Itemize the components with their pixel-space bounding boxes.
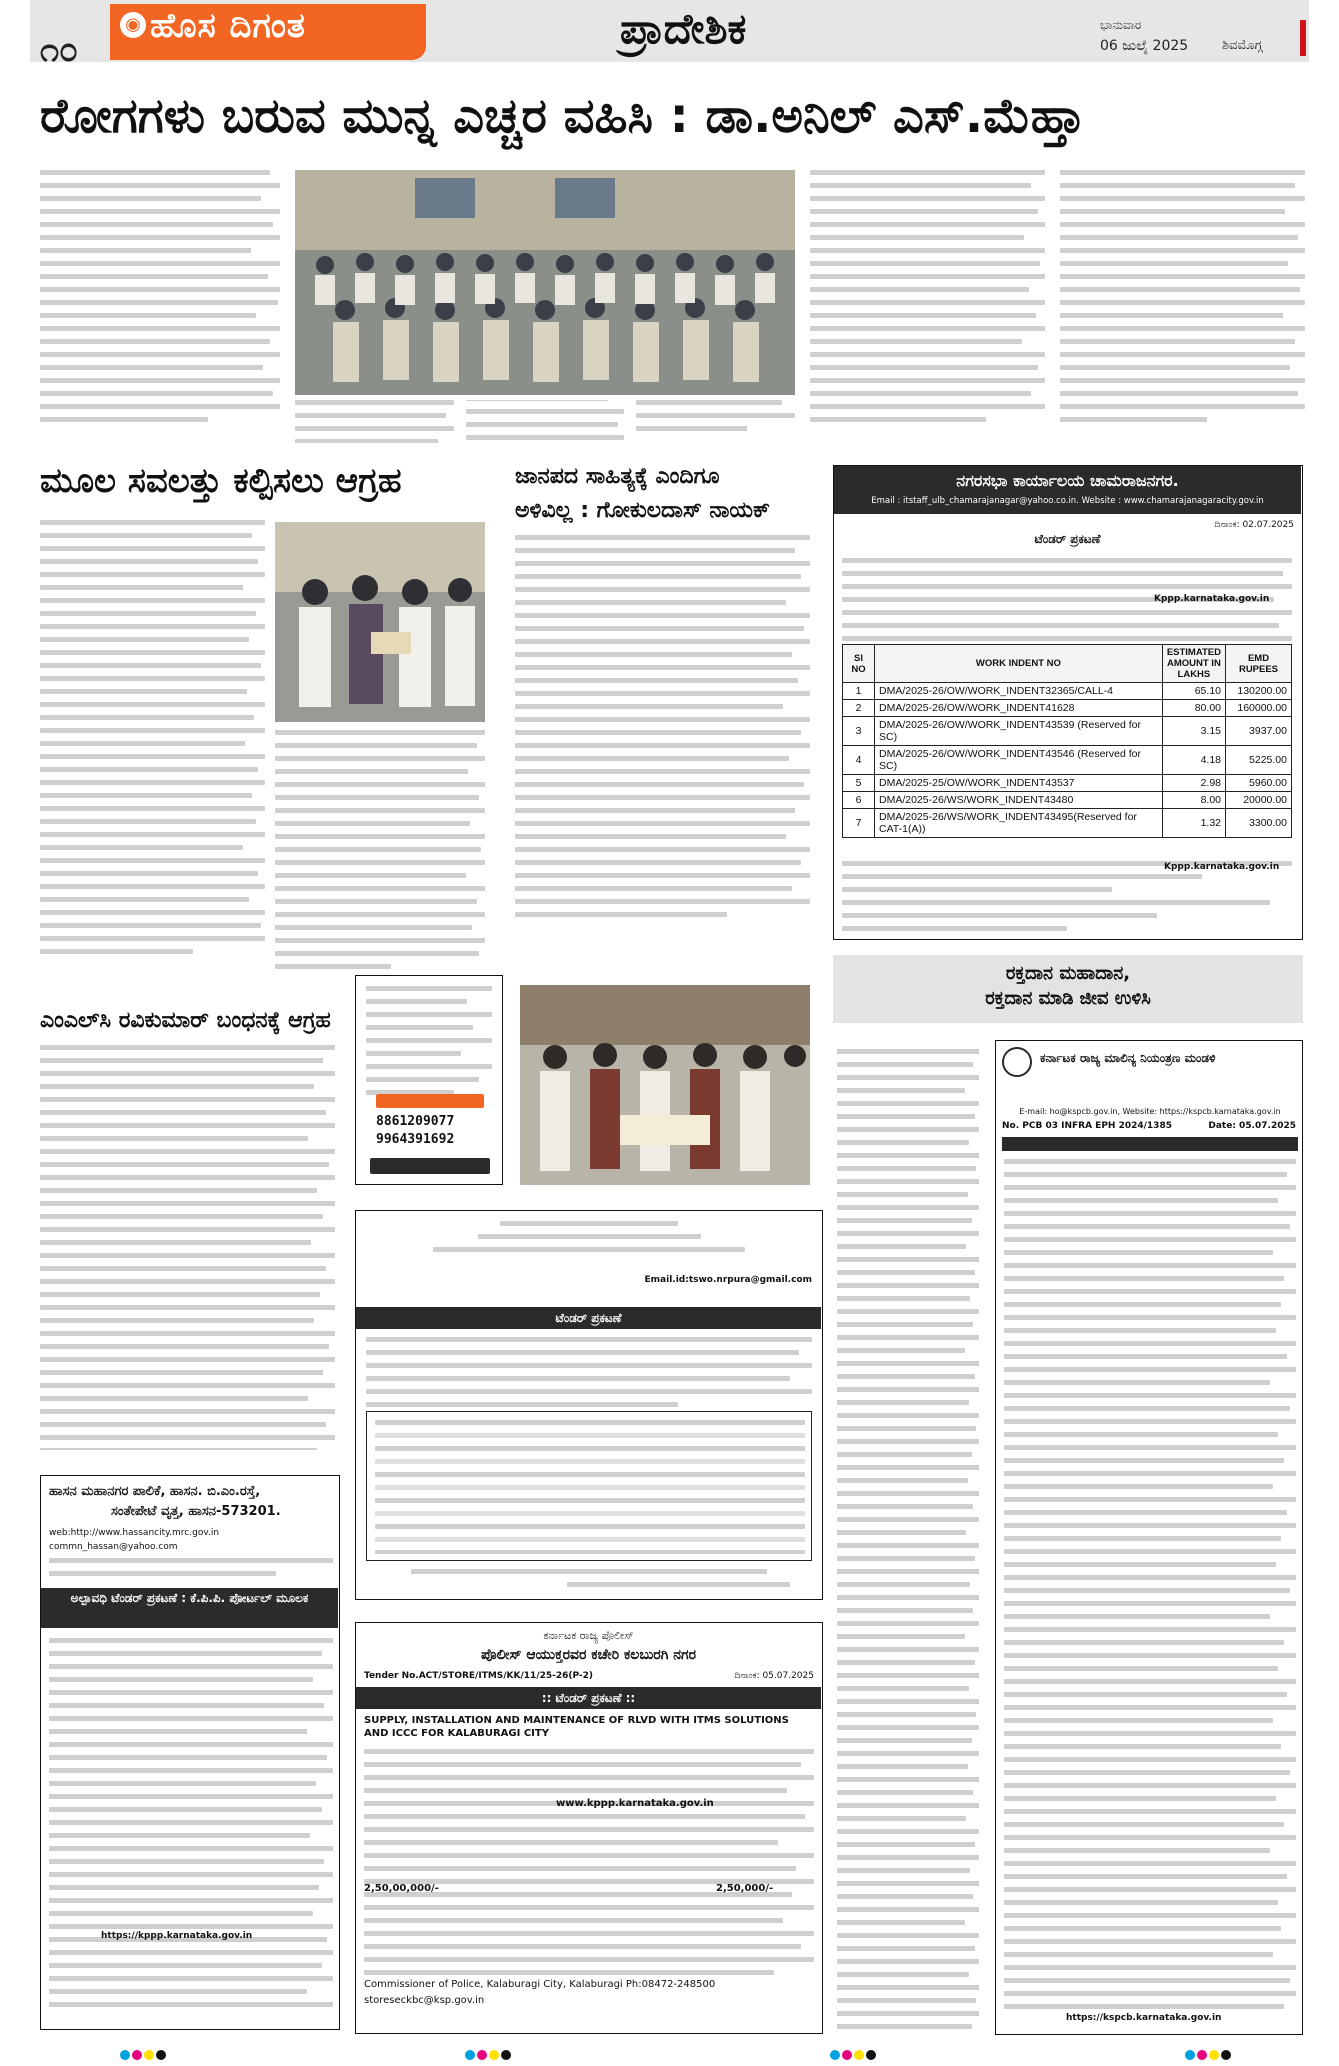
table-header: WORK INDENT NO	[875, 645, 1163, 683]
table-cell: 80.00	[1162, 700, 1225, 717]
tender-contact: Email : itstaff_ulb_chamarajanagar@yahoo.co.in. Website : www.chamarajanagaracity.gov.in	[871, 496, 1264, 506]
table-row	[843, 775, 1292, 792]
accent-bar	[1300, 20, 1306, 56]
table-cell: 5960.00	[1226, 775, 1292, 792]
notice-contact-lines	[49, 1558, 333, 1588]
table-cell: 2.98	[1162, 775, 1225, 792]
table-cell: 130200.00	[1226, 683, 1292, 700]
story-photo	[275, 522, 485, 722]
tender-header	[834, 466, 1301, 514]
notice-org-name: ಹಾಸನ ಮಹಾನಗರ ಪಾಲಿಕೆ, ಹಾಸನ. ಬಿ.ಎಂ.ರಸ್ತೆ,	[49, 1484, 261, 1499]
tender-title: ಟೆಂಡರ್ ಪ್ರಕಟಣೆ	[1034, 532, 1101, 546]
table-row	[843, 809, 1292, 838]
notice-email: Email.id:tswo.nrpura@gmail.com	[644, 1275, 812, 1285]
blood-donation-banner	[833, 955, 1303, 1023]
article-body-column	[515, 535, 810, 965]
table-cell: DMA/2025-26/OW/WORK_INDENT43539 (Reserved for SC)	[875, 717, 1163, 746]
notice-title-bar	[1002, 1137, 1298, 1151]
notice-body-text	[364, 1749, 814, 1979]
table-cell: 8.00	[1162, 792, 1225, 809]
schedule-rows	[375, 1420, 805, 1554]
court-notice	[833, 1045, 983, 2035]
banner-line: ರಕ್ತದಾನ ಮಹಾದಾನ,	[1005, 963, 1131, 984]
notice-date: Date: 05.07.2025	[1208, 1121, 1296, 1131]
issue-date: 06 ಜುಲೈ 2025	[1100, 38, 1189, 54]
article-body-column	[1060, 170, 1305, 450]
story-headline: ಎಂಎಲ್‌ಸಿ ರವಿಕುಮಾರ್ ಬಂಧನಕ್ಕೆ ಆಗ್ರಹ	[40, 1008, 331, 1033]
table-cell: DMA/2025-26/OW/WORK_INDENT32365/CALL-4	[875, 683, 1163, 700]
notice-website[interactable]: web:http://www.hassancity.mrc.gov.in	[49, 1528, 220, 1538]
notice-contact[interactable]: E-mail: ho@kspcb.gov.in, Website: https://kspcb.karnataka.gov.in	[1019, 1107, 1281, 1116]
table-row	[843, 746, 1292, 775]
tender-table	[842, 644, 1292, 838]
table-cell: 7	[843, 809, 875, 838]
notice-org-name: ಕರ್ನಾಟಕ ರಾಜ್ಯ ಮಾಲಿನ್ಯ ನಿಯಂತ್ರಣ ಮಂಡಳಿ	[1040, 1051, 1216, 1065]
notice-body-text	[366, 1337, 812, 1407]
notice-portal-link[interactable]: https://kppp.karnataka.gov.in	[101, 1931, 253, 1941]
table-cell: 3937.00	[1226, 717, 1292, 746]
issue-day: ಭಾನುವಾರ	[1100, 18, 1142, 32]
notice-office: ಪೊಲೀಸ್ ಆಯುಕ್ತರವರ ಕಚೇರಿ ಕಲಬುರಗಿ ನಗರ	[480, 1647, 696, 1663]
table-cell: 4.18	[1162, 746, 1225, 775]
article-body-column	[40, 1045, 335, 1450]
print-registration-marks	[0, 2044, 1339, 2066]
table-header: EMD RUPEES	[1226, 645, 1292, 683]
notice-address: Commissioner of Police, Kalaburagi City, Kalaburagi Ph:08472-248500	[364, 1979, 716, 1990]
event-photo	[520, 985, 810, 1185]
notice-schedule-table	[366, 1411, 812, 1561]
table-cell: 3300.00	[1226, 809, 1292, 838]
notice-email: commn_hassan@yahoo.com	[49, 1542, 178, 1552]
article-body-column	[295, 400, 795, 450]
article-body-column	[275, 730, 485, 990]
table-cell: DMA/2025-25/OW/WORK_INDENT43537	[875, 775, 1163, 792]
notice-text	[837, 1049, 979, 2029]
chamarajanagar-tender-notice	[833, 465, 1303, 940]
kalaburagi-tender-notice	[355, 1622, 823, 2034]
ad-text	[366, 986, 492, 1096]
section-title: ಪ್ರಾದೇಶಿಕ	[620, 4, 747, 53]
hassan-tender-notice	[40, 1475, 340, 2030]
table-cell: 6	[843, 792, 875, 809]
table-cell: 3	[843, 717, 875, 746]
ad-phone: 8861209077	[376, 1114, 455, 1129]
table-cell: 3.15	[1162, 717, 1225, 746]
table-cell: DMA/2025-26/OW/WORK_INDENT41628	[875, 700, 1163, 717]
table-cell: DMA/2025-26/WS/WORK_INDENT43480	[875, 792, 1163, 809]
subscription-ad	[355, 975, 503, 1185]
table-cell: DMA/2025-26/WS/WORK_INDENT43495(Reserved for CAT-1(A))	[875, 809, 1163, 838]
table-cell: 1	[843, 683, 875, 700]
page-number: ೧೦	[40, 30, 79, 70]
table-header: ESTIMATED AMOUNT IN LAKHS	[1162, 645, 1225, 683]
edition-city: ಶಿವಮೊಗ್ಗ	[1222, 38, 1263, 53]
article-body-column	[40, 520, 265, 990]
table-row	[843, 683, 1292, 700]
tender-portal-link[interactable]: Kppp.karnataka.gov.in	[1164, 862, 1280, 872]
tender-date: ದಿನಾಂಕ: 02.07.2025	[1214, 520, 1294, 530]
table-cell: 2	[843, 700, 875, 717]
notice-org: ಕರ್ನಾಟಕ ರಾಜ್ಯ ಪೊಲೀಸ್	[543, 1629, 634, 1642]
table-cell: 160000.00	[1226, 700, 1292, 717]
article-body-column	[40, 170, 280, 450]
notice-ref: No. PCB 03 INFRA EPH 2024/1385	[1002, 1121, 1172, 1131]
notice-subject: SUPPLY, INSTALLATION AND MAINTENANCE OF RLVD WITH ITMS SOLUTIONS AND ICCC FOR KALABURAGI CITY	[364, 1715, 789, 1739]
table-cell: 4	[843, 746, 875, 775]
tender-amount: 2,50,00,000/-	[364, 1883, 439, 1894]
tender-emd: 2,50,000/-	[716, 1883, 774, 1894]
table-cell: 1.32	[1162, 809, 1225, 838]
notice-org-address: ಸಂತೇಪೇಟೆ ವೃತ್ತ, ಹಾಸನ-573201.	[111, 1504, 281, 1519]
ad-logo	[376, 1094, 484, 1108]
story-headline: ಜಾನಪದ ಸಾಹಿತ್ಯಕ್ಕೆ ಎಂದಿಗೂ	[515, 464, 720, 489]
notice-portal-link[interactable]: www.kppp.karnataka.gov.in	[556, 1798, 714, 1809]
notice-title-bar: ಅಲ್ಪಾವಧಿ ಟೆಂಡರ್ ಪ್ರಕಟಣೆ : ಕೆ.ಪಿ.ಪಿ. ಪೋರ್ಟಲ್ ಮೂಲಕ	[41, 1588, 338, 1628]
notice-title-bar: ಟೆಂಡರ್ ಪ್ರಕಟಣೆ	[356, 1307, 821, 1329]
notice-date: ದಿನಾಂಕ: 05.07.2025	[734, 1671, 814, 1681]
table-cell: 65.10	[1162, 683, 1225, 700]
table-row	[843, 792, 1292, 809]
ad-logo-footer	[370, 1158, 490, 1174]
table-cell: 5	[843, 775, 875, 792]
notice-title-bar: :: ಟೆಂಡರ್ ಪ್ರಕಟಣೆ ::	[356, 1687, 821, 1709]
notice-tender-no: Tender No.ACT/STORE/ITMS/KK/11/25-26(P-2)	[364, 1671, 594, 1681]
main-headline: ರೋಗಗಳು ಬರುವ ಮುನ್ನ ಎಚ್ಚರ ವಹಿಸಿ : ಡಾ.ಅನಿಲ್ ಎಸ್.ಮೆಹ್ತಾ	[40, 88, 1085, 144]
logo-emblem-icon: ◉	[120, 12, 146, 38]
notice-website-link[interactable]: https://kspcb.karnataka.gov.in	[1066, 2013, 1222, 2023]
article-body-column	[810, 170, 1045, 450]
story-headline: ಮೂಲ ಸವಲತ್ತು ಕಲ್ಪಿಸಲು ಆಗ್ರಹ	[40, 461, 402, 501]
tender-portal-link[interactable]: Kppp.karnataka.gov.in	[1154, 594, 1270, 604]
notice-body-text	[49, 1638, 333, 2008]
tender-org-name: ನಗರಸಭಾ ಕಾರ್ಯಾಲಯ ಚಾಮರಾಜನಗರ.	[956, 471, 1179, 490]
emblem-icon	[1002, 1047, 1032, 1077]
ad-phone: 9964391692	[376, 1132, 455, 1147]
table-cell: 20000.00	[1226, 792, 1292, 809]
table-row	[843, 717, 1292, 746]
group-photo	[295, 170, 795, 395]
table-row	[843, 700, 1292, 717]
pollution-board-notice	[995, 1040, 1303, 2035]
paper-name: ಹೊಸ ದಿಗಂತ	[150, 6, 306, 46]
notice-email: storeseckbc@ksp.gov.in	[364, 1995, 485, 2006]
nrpura-tender-notice	[355, 1210, 823, 1600]
notice-body-text	[1004, 1159, 1296, 2009]
table-cell: 5225.00	[1226, 746, 1292, 775]
banner-line: ರಕ್ತದಾನ ಮಾಡಿ ಜೀವ ಉಳಿಸಿ	[985, 988, 1151, 1009]
story-headline: ಅಳಿವಿಲ್ಲ : ಗೋಕುಲದಾಸ್ ನಾಯಕ್	[515, 498, 771, 523]
table-cell: DMA/2025-26/OW/WORK_INDENT43546 (Reserved for SC)	[875, 746, 1163, 775]
table-header: Sl NO	[843, 645, 875, 683]
notice-footer-text	[366, 1569, 812, 1597]
